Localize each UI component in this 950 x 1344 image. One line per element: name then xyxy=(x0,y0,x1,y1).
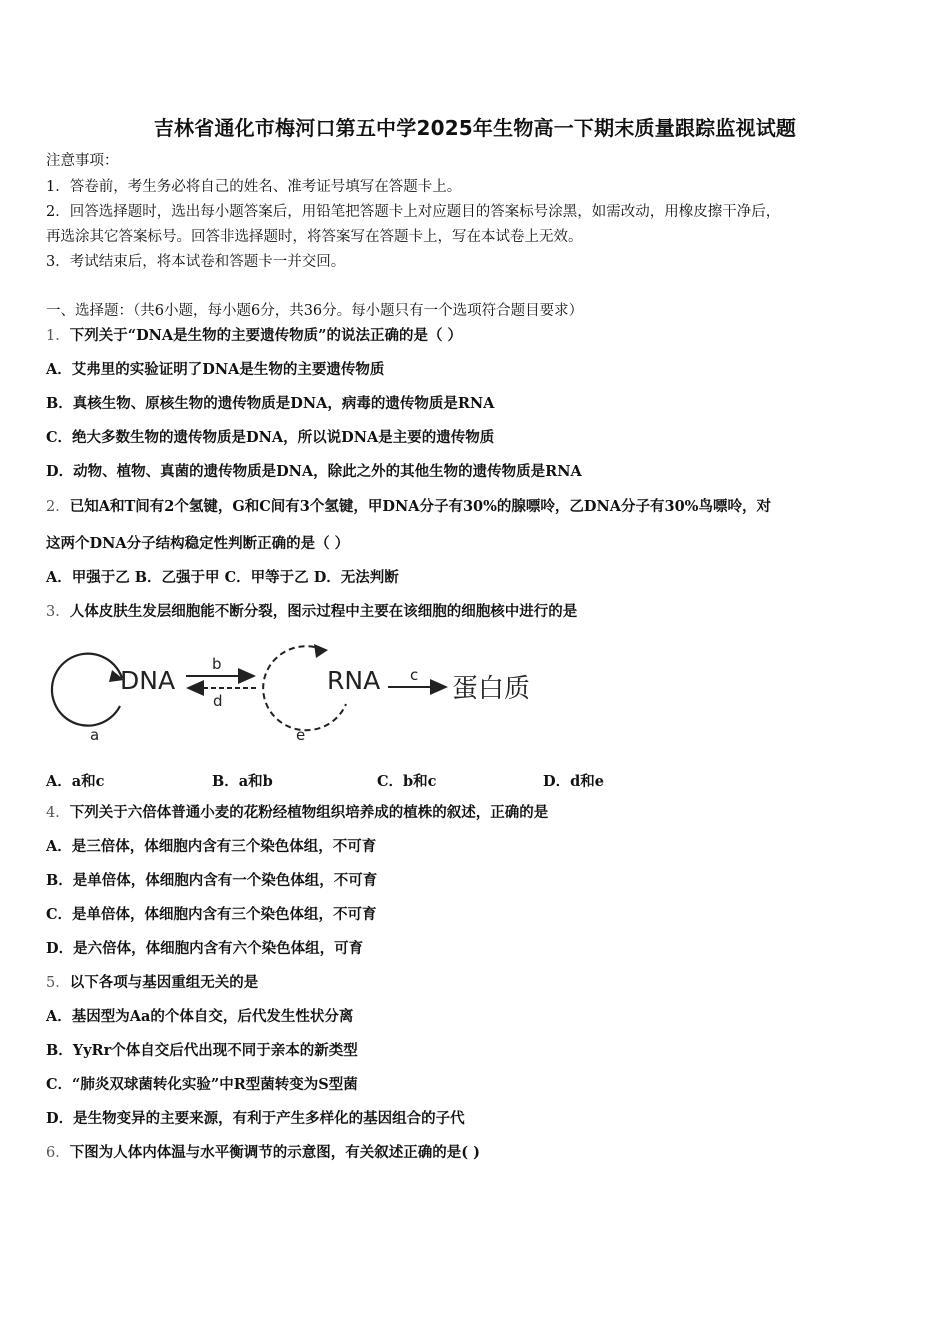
dna-label: DNA xyxy=(120,666,176,695)
question-2-options: A．甲强于乙 B．乙强于甲 C．甲等于乙 D．无法判断 xyxy=(46,569,399,586)
question-1-option: B．真核生物、原核生物的遗传物质是DNA，病毒的遗传物质是RNA xyxy=(46,395,495,412)
question-2-stem-line2: 这两个DNA分子结构稳定性判断正确的是（ ） xyxy=(46,535,350,552)
question-2-stem-line1 xyxy=(46,498,771,516)
question-number: 1． xyxy=(46,328,70,344)
replication-loop-a xyxy=(52,654,122,726)
rna-label: RNA xyxy=(327,666,381,695)
question-4-stem xyxy=(46,804,548,822)
question-number: 5． xyxy=(46,975,70,991)
notice-heading: 注意事项： xyxy=(46,153,119,169)
notice-item: 1．答卷前，考生务必将自己的姓名、准考证号填写在答题卡上。 xyxy=(46,179,462,195)
question-4-option: D．是六倍体，体细胞内含有六个染色体组，可育 xyxy=(46,940,364,957)
question-1-stem xyxy=(46,327,462,345)
question-5-option: A．基因型为Aa的个体自交，后代发生性状分离 xyxy=(46,1008,354,1025)
question-number: 3． xyxy=(46,604,70,620)
question-1-option: D．动物、植物、真菌的遗传物质是DNA，除此之外的其他生物的遗传物质是RNA xyxy=(46,463,582,480)
notice-item: 2．回答选择题时，选出每小题答案后，用铅笔把答题卡上对应题目的答案标号涂黑，如需改动，用橡皮擦干净后， xyxy=(46,204,781,220)
label-c: c xyxy=(410,666,419,684)
question-5-option: C．“肺炎双球菌转化实验”中R型菌转变为S型菌 xyxy=(46,1076,358,1093)
question-text: 以下各项与基因重组无关的是 xyxy=(69,974,259,991)
notice-item: 3．考试结束后，将本试卷和答题卡一并交回。 xyxy=(46,254,346,270)
protein-label: 蛋白质 xyxy=(452,674,531,704)
question-5-option: B．YyRr个体自交后代出现不同于亲本的新类型 xyxy=(46,1042,358,1059)
question-number: 4． xyxy=(46,805,70,821)
label-b: b xyxy=(212,655,222,673)
question-4-option: C．是单倍体，体细胞内含有三个染色体组，不可育 xyxy=(46,906,377,923)
question-1-option: C．绝大多数生物的遗传物质是DNA，所以说DNA是主要的遗传物质 xyxy=(46,429,495,446)
question-3-option: C．b和c xyxy=(377,773,437,790)
label-a: a xyxy=(90,726,100,744)
notice-item: 再选涂其它答案标号。回答非选择题时，将答案写在答题卡上，写在本试卷上无效。 xyxy=(46,229,583,245)
question-text: 下列关于六倍体普通小麦的花粉经植物组织培养成的植株的叙述，正确的是 xyxy=(69,804,549,821)
question-5-option: D．是生物变异的主要来源，有利于产生多样化的基因组合的子代 xyxy=(46,1110,465,1127)
rna-replication-arrowhead-icon xyxy=(314,644,328,658)
question-6-stem xyxy=(46,1144,480,1162)
central-dogma-diagram xyxy=(46,636,556,748)
question-4-option: A．是三倍体，体细胞内含有三个染色体组，不可育 xyxy=(46,838,377,855)
question-1-option: A．艾弗里的实验证明了DNA是生物的主要遗传物质 xyxy=(46,361,385,378)
question-text: 下列关于“DNA是生物的主要遗传物质”的说法正确的是（ ） xyxy=(69,327,463,344)
section-heading: 一、选择题：（共6小题，每小题6分，共36分。每小题只有一个选项符合题目要求） xyxy=(46,303,584,319)
question-text: 人体皮肤生发层细胞能不断分裂，图示过程中主要在该细胞的细胞核中进行的是 xyxy=(69,603,578,620)
question-5-stem xyxy=(46,974,258,992)
question-3-stem xyxy=(46,603,577,621)
question-3-option: D．d和e xyxy=(543,773,604,790)
question-number: 6． xyxy=(46,1145,70,1161)
question-text: 已知A和T间有2个氢键，G和C间有3个氢键，甲DNA分子有30%的腺嘌呤，乙DNA分子有30%鸟嘌呤，对 xyxy=(69,498,771,515)
page-title: 吉林省通化市梅河口第五中学2025年生物高一下期末质量跟踪监视试题 xyxy=(153,116,797,140)
question-text: 下图为人体内体温与水平衡调节的示意图，有关叙述正确的是( ) xyxy=(69,1144,481,1161)
question-3-option: B．a和b xyxy=(212,773,273,790)
question-number: 2． xyxy=(46,499,70,515)
question-4-option: B．是单倍体，体细胞内含有一个染色体组，不可育 xyxy=(46,872,378,889)
label-d: d xyxy=(213,692,223,710)
label-e: e xyxy=(296,726,306,744)
question-3-option: A．a和c xyxy=(46,773,105,790)
